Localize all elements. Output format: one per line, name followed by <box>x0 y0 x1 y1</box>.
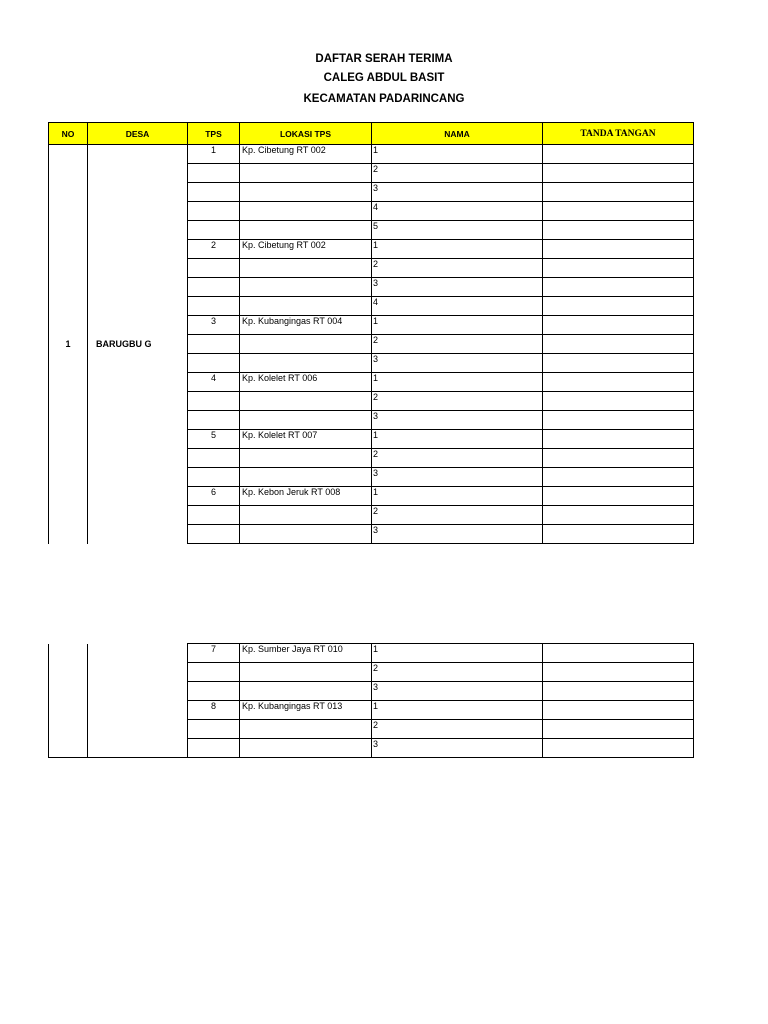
nama-cell[interactable]: 3 <box>372 411 543 430</box>
signature-cell[interactable] <box>543 240 694 259</box>
tps-cell: 8 <box>188 701 240 720</box>
signature-cell[interactable] <box>543 663 694 682</box>
lokasi-cell <box>240 411 372 430</box>
tps-cell: 5 <box>188 430 240 449</box>
tps-cell <box>188 297 240 316</box>
signature-cell[interactable] <box>543 644 694 663</box>
signature-cell[interactable] <box>543 506 694 525</box>
nama-cell[interactable]: 2 <box>372 259 543 278</box>
lokasi-cell <box>240 739 372 758</box>
tps-cell <box>188 278 240 297</box>
doc-subtitle-caleg: CALEG ABDUL BASIT <box>323 72 445 84</box>
nama-cell[interactable]: 4 <box>372 297 543 316</box>
tps-cell <box>188 663 240 682</box>
lokasi-cell <box>240 335 372 354</box>
nama-cell[interactable]: 1 <box>372 701 543 720</box>
lokasi-cell <box>240 392 372 411</box>
header-lokasi-tps: LOKASI TPS <box>240 123 372 145</box>
signature-cell[interactable] <box>543 487 694 506</box>
lokasi-cell <box>240 468 372 487</box>
header-tps: TPS <box>188 123 240 145</box>
tps-cell <box>188 525 240 544</box>
nama-cell[interactable]: 5 <box>372 221 543 240</box>
nama-cell[interactable]: 1 <box>372 644 543 663</box>
lokasi-cell <box>240 297 372 316</box>
tps-cell <box>188 221 240 240</box>
signature-cell[interactable] <box>543 259 694 278</box>
nama-cell[interactable]: 1 <box>372 430 543 449</box>
lokasi-cell: Kp. Cibetung RT 002 <box>240 145 372 164</box>
table-row <box>49 644 694 663</box>
nama-cell[interactable]: 3 <box>372 278 543 297</box>
tps-cell <box>188 682 240 701</box>
tps-cell <box>188 392 240 411</box>
signature-cell[interactable] <box>543 202 694 221</box>
nama-cell[interactable]: 4 <box>372 202 543 221</box>
tps-cell: 3 <box>188 316 240 335</box>
signature-cell[interactable] <box>543 392 694 411</box>
tps-cell <box>188 202 240 221</box>
lokasi-cell <box>240 278 372 297</box>
tps-cell: 4 <box>188 373 240 392</box>
lokasi-cell <box>240 663 372 682</box>
lokasi-cell <box>240 525 372 544</box>
signature-cell[interactable] <box>543 430 694 449</box>
nama-cell[interactable]: 2 <box>372 663 543 682</box>
tps-cell <box>188 411 240 430</box>
lokasi-cell: Kp. Kebon Jeruk RT 008 <box>240 487 372 506</box>
lokasi-cell <box>240 183 372 202</box>
nama-cell[interactable]: 1 <box>372 487 543 506</box>
signature-cell[interactable] <box>543 720 694 739</box>
nama-cell[interactable]: 1 <box>372 373 543 392</box>
no-cell <box>49 644 88 758</box>
doc-subtitle-kecamatan: KECAMATAN PADARINCANG <box>303 93 465 105</box>
tps-cell <box>188 720 240 739</box>
tps-cell <box>188 449 240 468</box>
nama-cell[interactable]: 1 <box>372 145 543 164</box>
tps-cell <box>188 335 240 354</box>
lokasi-cell <box>240 449 372 468</box>
signature-cell[interactable] <box>543 297 694 316</box>
nama-cell[interactable]: 3 <box>372 682 543 701</box>
nama-cell[interactable]: 2 <box>372 720 543 739</box>
signature-cell[interactable] <box>543 278 694 297</box>
lokasi-cell <box>240 221 372 240</box>
signature-cell[interactable] <box>543 373 694 392</box>
table-row <box>49 145 694 164</box>
desa-cell <box>88 644 188 758</box>
tps-cell: 1 <box>188 145 240 164</box>
no-cell: 1 <box>49 145 88 544</box>
signature-cell[interactable] <box>543 739 694 758</box>
lokasi-cell: Kp. Kolelet RT 006 <box>240 373 372 392</box>
tps-cell <box>188 739 240 758</box>
lokasi-cell: Kp. Kolelet RT 007 <box>240 430 372 449</box>
signature-cell[interactable] <box>543 682 694 701</box>
tps-cell: 6 <box>188 487 240 506</box>
signature-cell[interactable] <box>543 701 694 720</box>
doc-title: DAFTAR SERAH TERIMA <box>315 53 453 65</box>
lokasi-cell <box>240 506 372 525</box>
signature-cell[interactable] <box>543 411 694 430</box>
nama-cell[interactable]: 2 <box>372 164 543 183</box>
nama-cell[interactable]: 1 <box>372 316 543 335</box>
lokasi-cell: Kp. Cibetung RT 002 <box>240 240 372 259</box>
tps-cell <box>188 259 240 278</box>
nama-cell[interactable]: 3 <box>372 525 543 544</box>
tps-cell <box>188 164 240 183</box>
signature-cell[interactable] <box>543 183 694 202</box>
signature-cell[interactable] <box>543 335 694 354</box>
lokasi-cell <box>240 720 372 739</box>
lokasi-cell: Kp. Kubangingas RT 004 <box>240 316 372 335</box>
signature-cell[interactable] <box>543 316 694 335</box>
nama-cell[interactable]: 3 <box>372 354 543 373</box>
tps-cell <box>188 506 240 525</box>
nama-cell[interactable]: 2 <box>372 392 543 411</box>
signature-cell[interactable] <box>543 354 694 373</box>
signature-cell[interactable] <box>543 468 694 487</box>
lokasi-cell <box>240 354 372 373</box>
signature-cell[interactable] <box>543 164 694 183</box>
nama-cell[interactable]: 3 <box>372 183 543 202</box>
signature-cell[interactable] <box>543 221 694 240</box>
lokasi-cell <box>240 682 372 701</box>
lokasi-cell <box>240 164 372 183</box>
nama-cell[interactable]: 2 <box>372 335 543 354</box>
handover-table-continued <box>48 643 694 758</box>
signature-cell[interactable] <box>543 449 694 468</box>
desa-cell: BARUGBU G <box>88 145 188 544</box>
tps-cell <box>188 468 240 487</box>
nama-cell[interactable]: 2 <box>372 506 543 525</box>
lokasi-cell: Kp. Kubangingas RT 013 <box>240 701 372 720</box>
signature-cell[interactable] <box>543 145 694 164</box>
tps-cell: 7 <box>188 644 240 663</box>
nama-cell[interactable]: 2 <box>372 449 543 468</box>
header-tanda-tangan: TANDA TANGAN <box>543 123 694 145</box>
table-header-row <box>49 123 694 145</box>
tps-cell: 2 <box>188 240 240 259</box>
handover-table <box>48 122 694 544</box>
tps-cell <box>188 354 240 373</box>
lokasi-cell <box>240 259 372 278</box>
header-no: NO <box>49 123 88 145</box>
tps-cell <box>188 183 240 202</box>
signature-cell[interactable] <box>543 525 694 544</box>
nama-cell[interactable]: 3 <box>372 468 543 487</box>
header-desa: DESA <box>88 123 188 145</box>
nama-cell[interactable]: 1 <box>372 240 543 259</box>
nama-cell[interactable]: 3 <box>372 739 543 758</box>
lokasi-cell: Kp. Sumber Jaya RT 010 <box>240 644 372 663</box>
header-nama: NAMA <box>372 123 543 145</box>
lokasi-cell <box>240 202 372 221</box>
